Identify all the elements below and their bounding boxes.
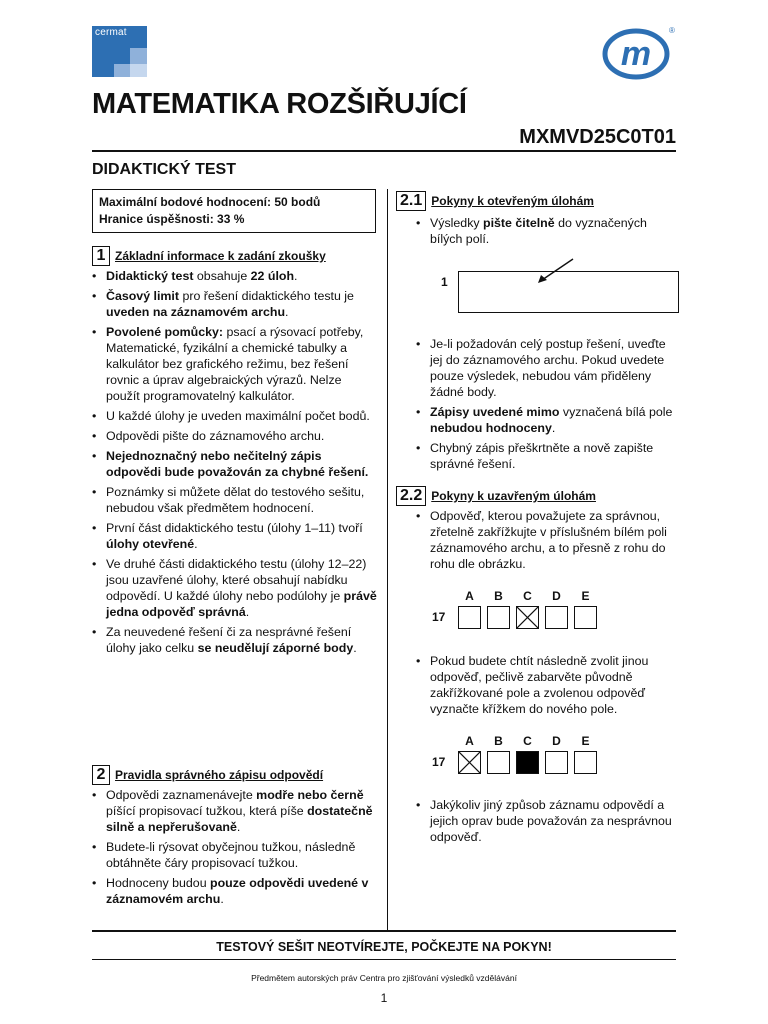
footer-warning: TESTOVÝ SEŠIT NEOTVÍREJTE, POČKEJTE NA POKYN! bbox=[216, 940, 552, 954]
section-2-2-item-1 bbox=[416, 508, 678, 576]
grid-1-task-number: 17 bbox=[432, 610, 446, 624]
list-item: • Odpověď, kterou považujete za správnou, zřetelně zakřížkujte v příslušném bílém poli záznamového archu, a to přesně z rohu do rohu dle obrázku. bbox=[416, 508, 678, 572]
grid-2-task-number: 17 bbox=[432, 755, 446, 769]
option-letter: B bbox=[494, 589, 503, 603]
list-item: • U každé úlohy je uveden maximální počet bodů. bbox=[92, 408, 378, 424]
option-letter: C bbox=[523, 589, 532, 603]
list-item: • Ve druhé části didaktického testu (úlohy 12–22) jsou uzavřené úlohy, které obsahují nabídku odpovědí. U každé úlohy nebo podúlohy je právě jedna odpověď správná. bbox=[92, 556, 378, 620]
header-divider bbox=[92, 150, 676, 152]
list-item: • Budete-li rýsovat obyčejnou tužkou, následně obtáhněte čáry propisovací tužkou. bbox=[92, 839, 378, 871]
answer-cell bbox=[545, 751, 568, 774]
grid-2-letters bbox=[455, 733, 600, 749]
answer-cell bbox=[487, 751, 510, 774]
answer-cell bbox=[574, 751, 597, 774]
list-item: • Pokud budete chtít následně zvolit jinou odpověď, pečlivě zabarvěte původně zakřížkované pole a zvolenou odpověď vyznačte křížkem do nového pole. bbox=[416, 653, 678, 717]
page-title: MATEMATIKA ROZŠIŘUJÍCÍ bbox=[92, 88, 467, 120]
section-2-header bbox=[92, 765, 323, 785]
logo-square-light bbox=[130, 48, 147, 64]
cermat-logo bbox=[92, 26, 147, 77]
list-item: • První část didaktického testu (úlohy 1–11) tvoří úlohy otevřené. bbox=[92, 520, 378, 552]
copyright-notice: Předmětem autorských práv Centra pro zjišťování výsledků vzdělávání bbox=[251, 973, 517, 983]
section-title: Základní informace k zadání zkoušky bbox=[115, 249, 326, 263]
footer-divider-bottom bbox=[92, 959, 676, 960]
option-letter: E bbox=[581, 589, 590, 603]
test-code: MXMVD25C0T01 bbox=[519, 126, 676, 148]
m-logo-icon bbox=[602, 24, 676, 80]
list-item: • Nejednoznačný nebo nečitelný zápis odpovědi bude považován za chybné řešení. bbox=[92, 448, 378, 480]
grid-1-letters bbox=[455, 588, 600, 604]
list-item: • Chybný zápis přeškrtněte a nově zapište správné řešení. bbox=[416, 440, 678, 472]
option-letter: A bbox=[465, 734, 474, 748]
answer-field-example bbox=[458, 271, 679, 313]
answer-cell bbox=[545, 606, 568, 629]
max-score: Maximální bodové hodnocení: 50 bodů bbox=[99, 195, 321, 209]
page-number: 1 bbox=[380, 991, 388, 1005]
list-item: • Didaktický test obsahuje 22 úloh. bbox=[92, 268, 378, 284]
logo-square-pale bbox=[130, 64, 147, 77]
section-2-2-item-3 bbox=[416, 797, 678, 849]
option-letter: A bbox=[465, 589, 474, 603]
score-box bbox=[92, 189, 376, 233]
section-number: 2.1 bbox=[396, 191, 426, 211]
option-letter: B bbox=[494, 734, 503, 748]
list-item: • Povolené pomůcky: psací a rýsovací potřeby, Matematické, fyzikální a chemické tabulky a kalkulátor bez grafického režimu, bez řešení rovnic a úprav algebraických výrazů. Nelze použít programovatelný kalkulátor. bbox=[92, 324, 378, 404]
section-2-1-top-list bbox=[416, 215, 678, 251]
section-number: 1 bbox=[92, 246, 110, 266]
section-2-1-header bbox=[396, 191, 594, 211]
footer-divider-top bbox=[92, 930, 676, 932]
list-item: • Odpovědi zaznamenávejte modře nebo černě píšící propisovací tužkou, která píše dostatečně silně a nepřerušovaně. bbox=[92, 787, 378, 835]
section-title: Pravidla správného zápisu odpovědí bbox=[115, 768, 324, 782]
answer-cell bbox=[487, 606, 510, 629]
option-letter: C bbox=[523, 734, 532, 748]
section-2-2-header bbox=[396, 486, 596, 506]
svg-text:®: ® bbox=[669, 26, 675, 35]
list-item: • Je-li požadován celý postup řešení, uveďte jej do záznamového archu. Pokud uvedete pouze výsledek, nebudou vám přiděleny žádné body. bbox=[416, 336, 678, 400]
answer-cell-filled bbox=[516, 751, 539, 774]
list-item: • Výsledky pište čitelně do vyznačených bílých polí. bbox=[416, 215, 678, 247]
grid-2-cells bbox=[458, 751, 603, 774]
option-letter: E bbox=[581, 734, 590, 748]
list-item: • Časový limit pro řešení didaktického testu je uveden na záznamovém archu. bbox=[92, 288, 378, 320]
svg-text:m: m bbox=[620, 35, 652, 73]
answer-cell bbox=[458, 606, 481, 629]
section-number: 2.2 bbox=[396, 486, 426, 506]
list-item: • Poznámky si můžete dělat do testového sešitu, nebudou však předmětem hodnocení. bbox=[92, 484, 378, 516]
section-2-1-list bbox=[416, 336, 678, 476]
section-2-2-item-2 bbox=[416, 653, 678, 721]
answer-cell-crossed bbox=[458, 751, 481, 774]
list-item: • Hodnoceny budou pouze odpovědi uvedené v záznamovém archu. bbox=[92, 875, 378, 907]
logo-square-light bbox=[114, 64, 130, 77]
example-task-number: 1 bbox=[441, 275, 448, 289]
answer-cell bbox=[574, 606, 597, 629]
column-divider bbox=[387, 189, 388, 930]
option-letter: D bbox=[552, 589, 561, 603]
section-title: Pokyny k uzavřeným úlohám bbox=[431, 489, 596, 503]
cermat-logo-text: cermat bbox=[95, 27, 127, 38]
section-title: Pokyny k otevřeným úlohám bbox=[431, 194, 594, 208]
section-1-list bbox=[92, 268, 378, 660]
list-item: • Zápisy uvedené mimo vyznačená bílá pole nebudou hodnoceny. bbox=[416, 404, 678, 436]
grid-1-cells bbox=[458, 606, 603, 629]
section-2-list bbox=[92, 787, 378, 911]
list-item: • Odpovědi pište do záznamového archu. bbox=[92, 428, 378, 444]
list-item: • Jakýkoliv jiný způsob záznamu odpovědí a jejich oprav bude považován za nesprávnou odpověď. bbox=[416, 797, 678, 845]
answer-cell-crossed bbox=[516, 606, 539, 629]
list-item: • Za neuvedené řešení či za nesprávné řešení úlohy jako celku se neudělují záporné body. bbox=[92, 624, 378, 656]
option-letter: D bbox=[552, 734, 561, 748]
test-subtitle: DIDAKTICKÝ TEST bbox=[92, 161, 236, 178]
section-number: 2 bbox=[92, 765, 110, 785]
pass-threshold: Hranice úspěšnosti: 33 % bbox=[99, 212, 245, 226]
section-1-header bbox=[92, 246, 326, 266]
